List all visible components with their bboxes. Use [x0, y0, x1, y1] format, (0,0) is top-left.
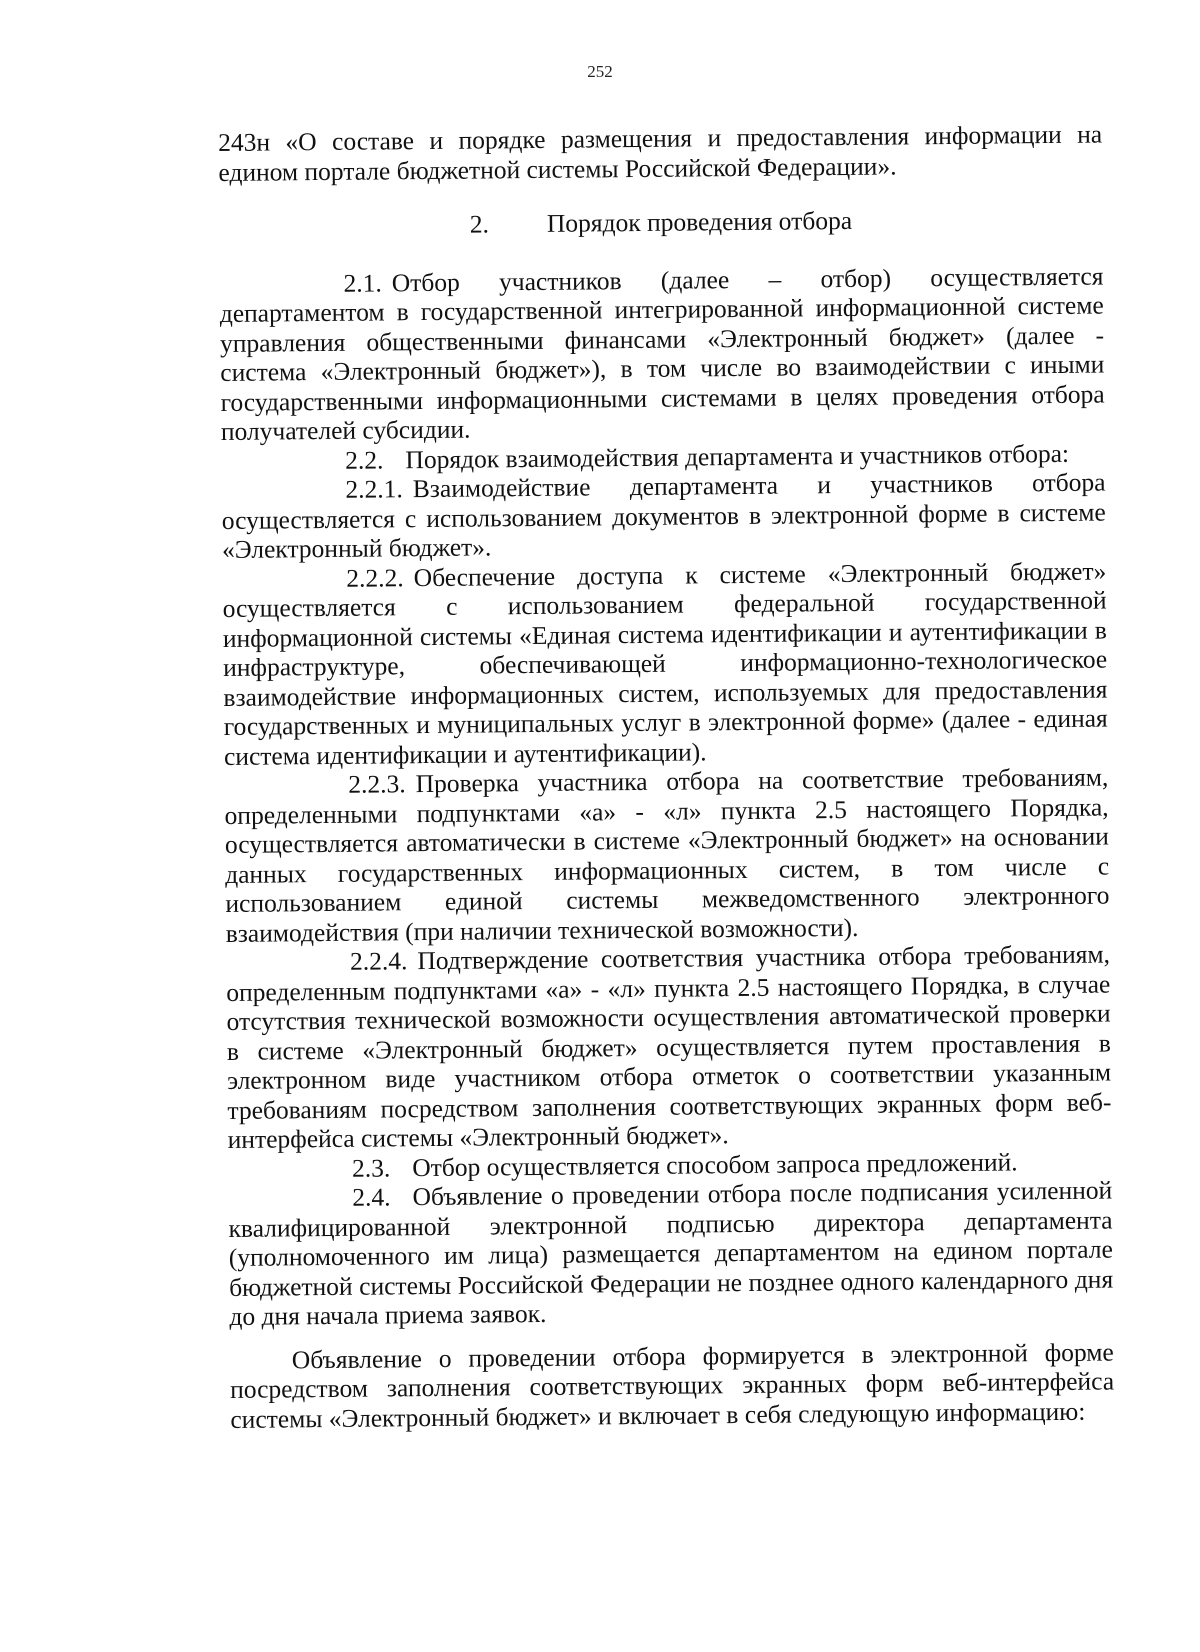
paragraph-text: Отбор участников (далее – отбор) осуществляется департаментом в государственной интегрированной информационной системе управления общественными финансами «Электронный бюджет» (далее - система «Электронный бюджет»), в том числе во взаимодействии с иными государственными информационными системами в целях проведения отбора получателей субсидии.	[219, 261, 1105, 446]
paragraph-number: 2.2.2.	[346, 562, 404, 593]
paragraph-number: 2.1.	[343, 267, 382, 298]
paragraph-text: Проверка участника отбора на соответствие требованиям, определенными подпунктами «а» - «л» пункта 2.5 настоящего Порядка, осуществляется автоматически в системе «Электронный бюджет» на основании данных государственных информационных систем, в том числе с использованием единой системы межведомственного электронного взаимодействия (при наличии технической возможности).	[224, 762, 1110, 948]
paragraph-text: Отбор осуществляется способом запроса предложений.	[412, 1146, 1018, 1182]
paragraph-number: 2.2.	[345, 444, 384, 475]
paragraph-2-2-2	[222, 556, 1108, 771]
closing-paragraph: Объявление о проведении отбора формируется в электронной форме посредством заполнения соответствующих экранных форм веб-интерфейса системы «Электронный бюджет» и включает в себя следующую информацию:	[229, 1336, 1115, 1434]
intro-paragraph: 243н «О составе и порядке размещения и предоставления информации на едином портале бюджетной системы Российской Федерации».	[218, 119, 1103, 187]
paragraph-2-2-4	[226, 939, 1112, 1154]
paragraph-text: Подтверждение соответствия участника отбора требованиям, определенным подпунктами «а» - «л» пункта 2.5 настоящего Порядка, в случае отсутствия технической возможности осуществления автоматической проверки в системе «Электронный бюджет» осуществляется путем проставления в электронном виде участником отбора отметок о соответствии указанным требованиям посредством заполнения соответствующих экранных форм веб-интерфейса системы «Электронный бюджет».	[226, 939, 1112, 1154]
paragraph-text: Объявление о проведении отбора после подписания усиленной квалифицированной электронной подписью директора департамента (уполномоченного им лица) размещается департаментом на едином портале бюджетной системы Российской Федерации не позднее одного календарного дня до дня начала приема заявок.	[228, 1175, 1114, 1331]
paragraph-2-2-1	[221, 467, 1106, 564]
document-body	[218, 120, 1114, 1434]
paragraph-number: 2.2.3.	[348, 769, 406, 799]
paragraph-number: 2.4.	[352, 1182, 391, 1212]
page-number: 252	[587, 62, 613, 81]
paragraph-text: Взаимодействие департамента и участников отбора осуществляется с использованием документов в электронной форме в системе «Электронный бюджет».	[221, 467, 1106, 564]
paragraph-text: Порядок взаимодействия департамента и участников отбора:	[405, 438, 1070, 474]
paragraph-number: 2.2.1.	[345, 474, 403, 504]
paragraph-2-2-3	[224, 762, 1110, 947]
paragraph-number: 2.2.4.	[349, 946, 408, 976]
paragraph-2-1	[219, 261, 1105, 446]
paragraph-number: 2.3.	[351, 1152, 391, 1183]
section-number: 2.	[469, 209, 490, 239]
section-title: Порядок проведения отбора	[546, 205, 853, 238]
paragraph-text: Обеспечение доступа к системе «Электронный бюджет» осуществляется с использованием федеральной государственной информационной системы «Единая система идентификации и аутентификации в инфраструктуре, обеспечивающей информационно-технологическое взаимодействие информационных систем, используемых для предоставления государственных и муниципальных услуг в электронной форме» (далее - единая система идентификации и аутентификации).	[222, 555, 1108, 771]
section-heading	[219, 204, 1103, 242]
paragraph-2-4	[228, 1175, 1113, 1331]
